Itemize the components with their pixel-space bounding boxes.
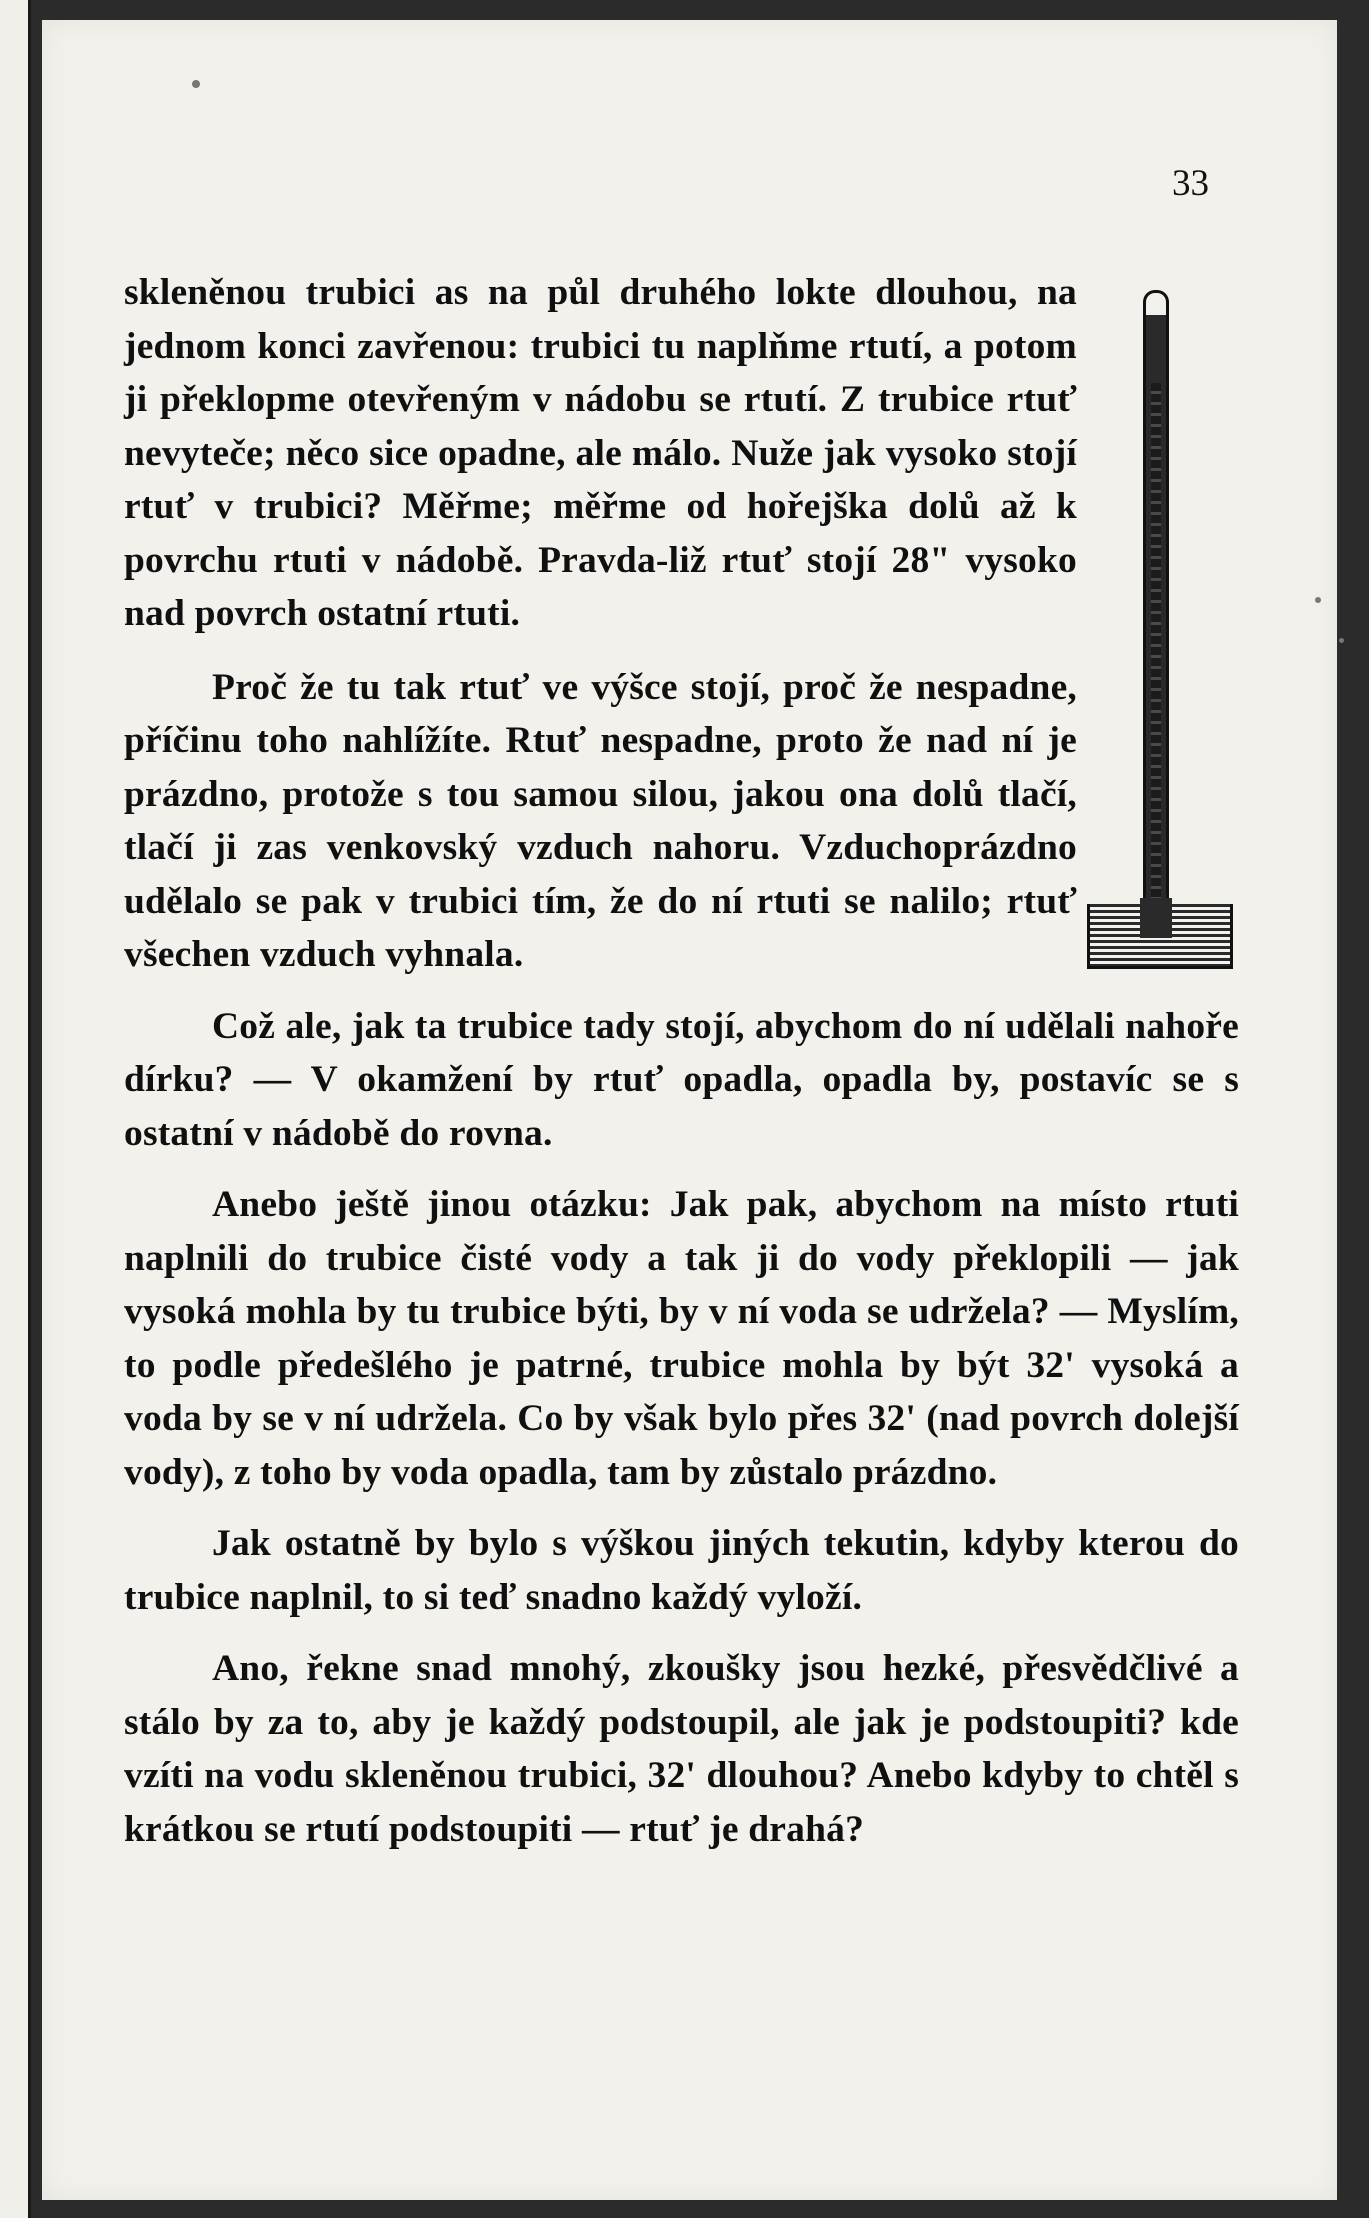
mercury-column <box>1151 383 1161 903</box>
paragraph-3: Což ale, jak ta trubice tady stojí, abychom do ní udělali nahoře dírku? — V okamžení by rtuť opadla, opadla by, postavíc se s ostatní v nádobě do rovna. <box>124 1005 1239 1154</box>
paragraph-5: Jak ostatně by bylo s výškou jiných tekutin, kdyby kterou do trubice naplnil, to si teď snadno každý vyloží. <box>124 1523 1239 1618</box>
page-edge <box>0 0 31 2218</box>
paragraph-2: Proč že tu tak rtuť ve výšce stojí, proč že nespadne, příčinu toho nahlížíte. Rtuť nespadne, proto že nad ní je prázdno, protože s tou samou silou, jakou ona dolů tlačí, tlačí ji zas venkovský vzduch nahoru. Vzduchoprázdno udělalo se pak v trubici tím, že do ní rtuti se nalilo; rtuť všechen vzduch vyhnala. <box>124 666 1077 975</box>
paper-speck <box>1315 597 1321 603</box>
page-number: 33 <box>1172 163 1209 204</box>
mercury-dish <box>1087 904 1233 969</box>
book-page <box>42 20 1337 2200</box>
page-body <box>124 266 1239 1874</box>
paper-speck <box>1339 638 1344 643</box>
paragraph-4: Anebo ještě jinou otázku: Jak pak, abychom na místo rtuti naplnili do trubice čisté vody a tak ji do vody překlopili — jak vysoká mohla by tu trubice býti, by v ní voda se udržela? — Myslím, to podle předešlého je patrné, trubice mohla by být 32' vysoká a voda by se v ní udržela. Co by však bylo přes 32' (nad povrch dolejší vody), z toho by voda opadla, tam by zůstalo prázdno. <box>124 1184 1239 1493</box>
barometer-tube-icon <box>1087 290 1239 990</box>
mercury-tube <box>1143 290 1169 938</box>
paragraph-1: skleněnou trubici as na půl druhého lokte dlouhou, na jednom konci zavřenou: trubici tu naplňme rtutí, a potom ji překlopme otevřeným v nádobu se rtutí. Z trubice rtuť nevyteče; něco sice opadne, ale málo. Nuže jak vysoko stojí rtuť v trubici? Měřme; měřme od hořejška dolů až k povrchu rtuti v nádobě. Pravda-liž rtuť stojí 28" vysoko nad povrch ostatní rtuti. <box>124 272 1077 634</box>
paragraph-6: Ano, řekne snad mnohý, zkoušky jsou hezké, přesvědčlivé a stálo by za to, aby je každý podstoupil, ale jak je podstoupiti? kde vzíti na vodu skleněnou trubici, 32' dlouhou? Anebo kdyby to chtěl s krátkou se rtutí podstoupiti — rtuť je drahá? <box>124 1648 1239 1850</box>
paper-speck <box>192 80 200 88</box>
